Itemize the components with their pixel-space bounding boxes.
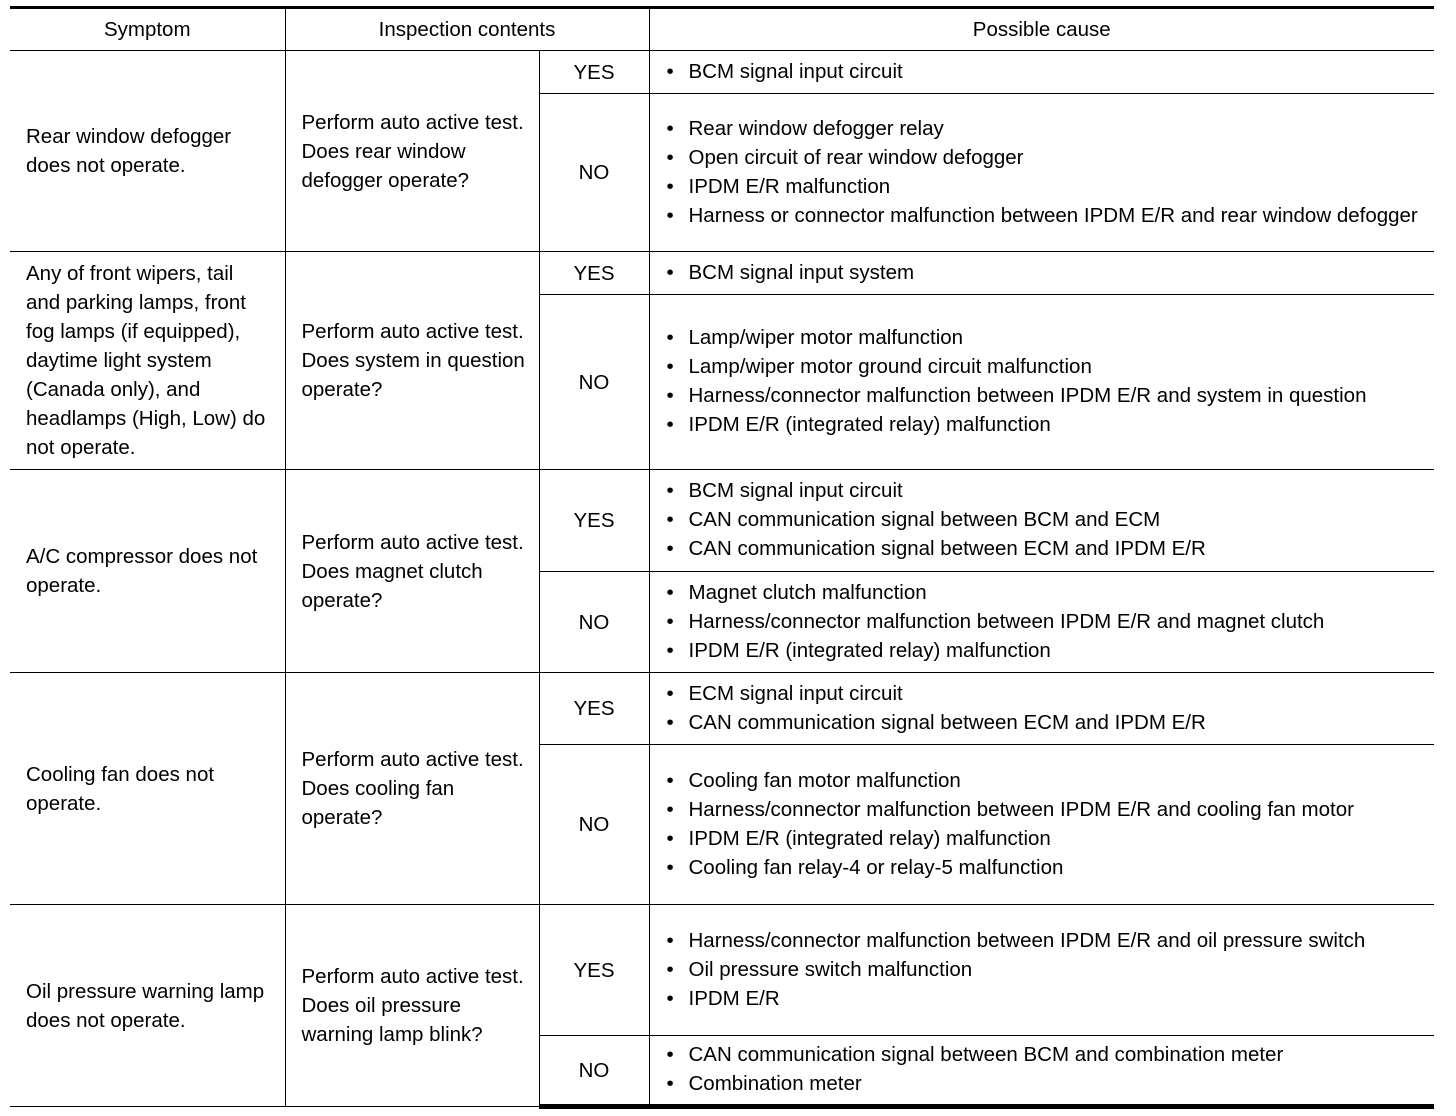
cause-item: • IPDM E/R (integrated relay) malfunction <box>664 824 1423 853</box>
no-causes-cell <box>649 94 1434 252</box>
cause-item: • Lamp/wiper motor malfunction <box>664 323 1423 352</box>
header-inspection: Inspection contents <box>285 8 649 51</box>
answer-yes: YES <box>539 905 649 1036</box>
inspection-cell: Perform auto active test. Does magnet clutch operate? <box>285 470 539 673</box>
answer-no: NO <box>539 572 649 673</box>
inspection-cell: Perform auto active test. Does oil pressure warning lamp blink? <box>285 905 539 1107</box>
cause-item: • Combination meter <box>664 1069 1423 1098</box>
header-possible-cause: Possible cause <box>649 8 1434 51</box>
cause-item: • CAN communication signal between ECM and IPDM E/R <box>664 534 1423 563</box>
no-causes-cell <box>649 295 1434 470</box>
no-causes-cell <box>649 745 1434 905</box>
diagnosis-table <box>10 6 1434 1109</box>
no-causes-cell <box>649 1036 1434 1107</box>
answer-no: NO <box>539 1036 649 1107</box>
answer-no: NO <box>539 745 649 905</box>
cause-item: • BCM signal input system <box>664 258 1423 287</box>
symptom-cell: Any of front wipers, tail and parking lamps, front fog lamps (if equipped), daytime light system (Canada only), and headlamps (High, Low) do not operate. <box>10 252 285 470</box>
symptom-cell: A/C compressor does not operate. <box>10 470 285 673</box>
no-causes-cell <box>649 572 1434 673</box>
cause-item: • Cooling fan relay-4 or relay-5 malfunction <box>664 853 1423 882</box>
no-cause-list <box>664 1040 1423 1098</box>
cause-item: • IPDM E/R (integrated relay) malfunction <box>664 410 1423 439</box>
yes-cause-list <box>664 258 1423 287</box>
cause-item: • Lamp/wiper motor ground circuit malfunction <box>664 352 1423 381</box>
cause-item: • Magnet clutch malfunction <box>664 578 1423 607</box>
cause-item: • BCM signal input circuit <box>664 476 1423 505</box>
cause-item: • ECM signal input circuit <box>664 679 1423 708</box>
answer-no: NO <box>539 94 649 252</box>
cause-item: • Harness/connector malfunction between IPDM E/R and magnet clutch <box>664 607 1423 636</box>
yes-cause-list <box>664 57 1423 86</box>
cause-item: • Harness or connector malfunction between IPDM E/R and rear window defogger <box>664 201 1423 230</box>
yes-cause-list <box>664 679 1423 737</box>
cause-item: • Oil pressure switch malfunction <box>664 955 1423 984</box>
table-row-yes <box>10 252 1434 295</box>
header-row <box>10 8 1434 51</box>
yes-causes-cell <box>649 905 1434 1036</box>
cause-item: • CAN communication signal between BCM and ECM <box>664 505 1423 534</box>
inspection-cell: Perform auto active test. Does cooling fan operate? <box>285 673 539 905</box>
cause-item: • IPDM E/R malfunction <box>664 172 1423 201</box>
cause-item: • BCM signal input circuit <box>664 57 1423 86</box>
table-row-yes <box>10 673 1434 745</box>
no-cause-list <box>664 114 1423 230</box>
symptom-cell: Rear window defogger does not operate. <box>10 51 285 252</box>
header-symptom: Symptom <box>10 8 285 51</box>
yes-causes-cell <box>649 673 1434 745</box>
cause-item: • Open circuit of rear window defogger <box>664 143 1423 172</box>
answer-yes: YES <box>539 673 649 745</box>
yes-cause-list <box>664 476 1423 563</box>
table-row-yes <box>10 905 1434 1036</box>
answer-yes: YES <box>539 51 649 94</box>
no-cause-list <box>664 323 1423 439</box>
symptom-cell: Cooling fan does not operate. <box>10 673 285 905</box>
yes-causes-cell <box>649 252 1434 295</box>
symptom-cell: Oil pressure warning lamp does not operate. <box>10 905 285 1107</box>
cause-item: • Harness/connector malfunction between IPDM E/R and system in question <box>664 381 1423 410</box>
no-cause-list <box>664 578 1423 665</box>
table-row-yes <box>10 470 1434 572</box>
answer-yes: YES <box>539 470 649 572</box>
cause-item: • IPDM E/R <box>664 984 1423 1013</box>
cause-item: • IPDM E/R (integrated relay) malfunction <box>664 636 1423 665</box>
cause-item: • Cooling fan motor malfunction <box>664 766 1423 795</box>
cause-item: • CAN communication signal between BCM and combination meter <box>664 1040 1423 1069</box>
table-body <box>10 51 1434 1107</box>
answer-no: NO <box>539 295 649 470</box>
cause-item: • Rear window defogger relay <box>664 114 1423 143</box>
cause-item: • Harness/connector malfunction between IPDM E/R and oil pressure switch <box>664 926 1423 955</box>
yes-causes-cell <box>649 470 1434 572</box>
cause-item: • Harness/connector malfunction between IPDM E/R and cooling fan motor <box>664 795 1423 824</box>
yes-cause-list <box>664 926 1423 1013</box>
no-cause-list <box>664 766 1423 882</box>
inspection-cell: Perform auto active test. Does rear window defogger operate? <box>285 51 539 252</box>
yes-causes-cell <box>649 51 1434 94</box>
table-row-yes <box>10 51 1434 94</box>
inspection-cell: Perform auto active test. Does system in question operate? <box>285 252 539 470</box>
answer-yes: YES <box>539 252 649 295</box>
cause-item: • CAN communication signal between ECM and IPDM E/R <box>664 708 1423 737</box>
